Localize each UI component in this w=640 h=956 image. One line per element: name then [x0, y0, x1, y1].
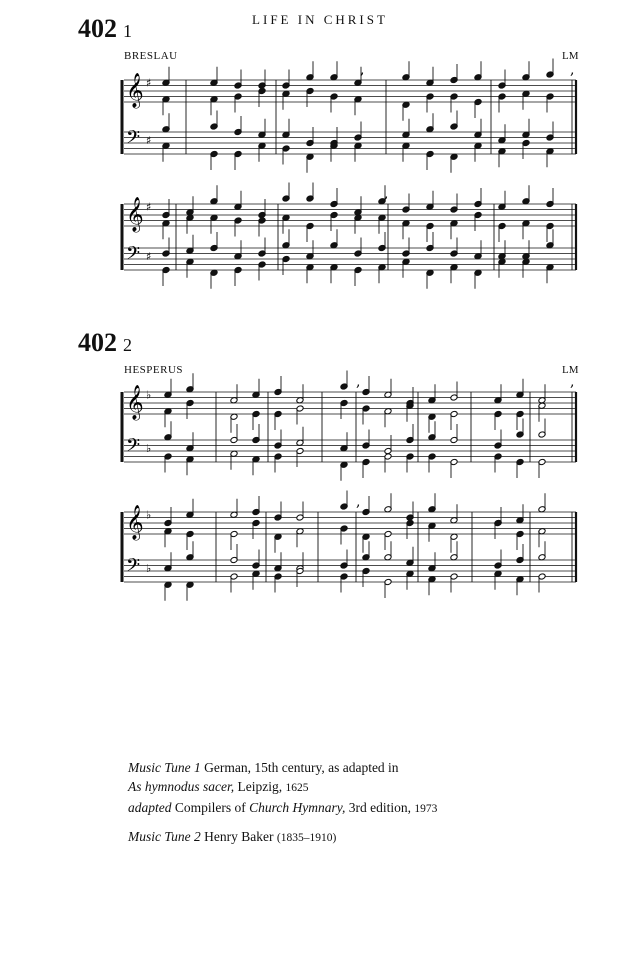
bass-clef: 𝄢 — [126, 127, 141, 153]
tune-name-1: BRESLAU — [124, 50, 178, 62]
music-system-2 — [116, 186, 586, 292]
bass-clef: 𝄢 — [126, 435, 141, 461]
credits — [128, 758, 437, 848]
key-signature: ♭ — [146, 562, 152, 576]
key-signature: ♭ — [146, 508, 152, 522]
treble-clef: 𝄞 — [126, 196, 144, 232]
treble-clef: 𝄞 — [126, 72, 144, 108]
breath-mark: , — [356, 374, 361, 390]
hymn-number-2 — [78, 328, 132, 358]
key-signature: ♯ — [146, 134, 152, 148]
bass-clef: 𝄢 — [126, 243, 141, 269]
credit-adapted: adapted Compilers of Church Hymnary, 3rd edition, 1973 — [128, 800, 438, 815]
credit-source: As hymnodus sacer, Leipzig, 1625 — [128, 779, 309, 794]
tune-name-2: HESPERUS — [124, 364, 184, 376]
key-signature: ♭ — [146, 388, 152, 402]
treble-clef: 𝄞 — [126, 504, 144, 540]
breath-mark: , — [570, 374, 575, 390]
key-signature: ♭ — [146, 442, 152, 456]
meter-1: LM — [562, 50, 579, 62]
hymn-number: 402 — [78, 14, 117, 43]
key-signature: ♯ — [146, 250, 152, 264]
running-head: LIFE IN CHRIST — [252, 12, 388, 27]
breath-mark: , — [384, 186, 389, 202]
key-signature: ♯ — [146, 200, 152, 214]
music-system-3 — [116, 374, 586, 498]
breath-mark: , — [360, 62, 365, 78]
breath-mark: , — [356, 494, 361, 510]
music-system-4 — [116, 494, 586, 602]
credit-tune1: Music Tune 1 German, 15th century, as adapted in — [128, 760, 399, 775]
breath-mark: , — [570, 62, 575, 78]
credit-tune2: Music Tune 2 Henry Baker (1835–1910) — [128, 829, 337, 844]
treble-clef: 𝄞 — [126, 384, 144, 420]
meter-2: LM — [562, 364, 579, 376]
hymn-variant: 2 — [123, 335, 132, 355]
key-signature: ♯ — [146, 76, 152, 90]
bass-clef: 𝄢 — [126, 555, 141, 581]
hymn-variant: 1 — [123, 21, 132, 41]
hymn-number: 402 — [78, 328, 117, 357]
music-system-1 — [116, 62, 586, 192]
